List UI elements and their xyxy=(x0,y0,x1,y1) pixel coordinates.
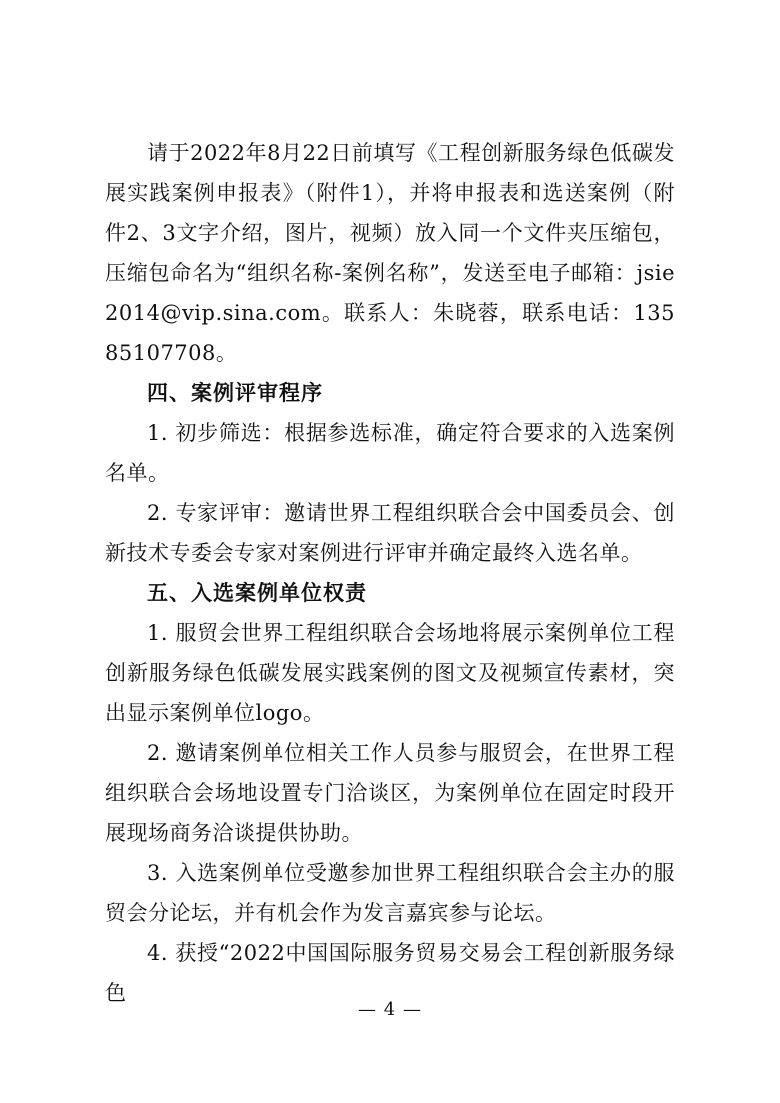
paragraph-right-2: 2. 邀请案例单位相关工作人员参与服贸会，在世界工程组织联合会场地设置专门洽谈区，为案例单位在固定时段开展现场商务洽谈提供协助。 xyxy=(105,741,675,845)
section-heading-review-procedure: 四、案例评审程序 xyxy=(147,381,323,405)
section-heading-rights-responsibilities: 五、入选案例单位权责 xyxy=(147,581,367,605)
paragraph-submission-instructions: 请于2022年8月22日前填写《工程创新服务绿色低碳发展实践案例申报表》（附件1），并将申报表和选送案例（附件2、3文字介绍，图片，视频）放入同一个文件夹压缩包，压缩包命名为“组织名称-案例名称”，发送至电子邮箱：jsie2014@vip.sina.com。联系人：朱晓蓉，联系电话：13585107708。 xyxy=(105,141,675,365)
paragraph-right-3: 3. 入选案例单位受邀参加世界工程组织联合会主办的服贸会分论坛，并有机会作为发言嘉宾参与论坛。 xyxy=(105,861,675,925)
document-body xyxy=(105,133,675,1013)
paragraph-right-4: 4. 获授“2022中国国际服务贸易交易会工程创新服务绿色 xyxy=(105,941,675,1005)
paragraph-right-1: 1. 服贸会世界工程组织联合会场地将展示案例单位工程创新服务绿色低碳发展实践案例的图文及视频宣传素材，突出显示案例单位logo。 xyxy=(105,621,675,725)
paragraph-initial-screening: 1. 初步筛选：根据参选标准，确定符合要求的入选案例名单。 xyxy=(105,421,675,485)
page-number: — 4 — xyxy=(358,999,422,1020)
paragraph-expert-review: 2. 专家评审：邀请世界工程组织联合会中国委员会、创新技术专委会专家对案例进行评审并确定最终入选名单。 xyxy=(105,501,675,565)
